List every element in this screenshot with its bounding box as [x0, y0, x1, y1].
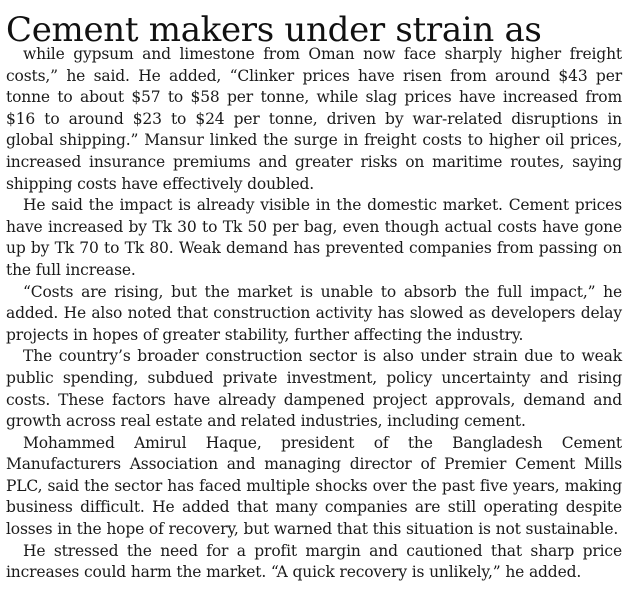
news-article — [6, 0, 622, 584]
article-paragraph: Mohammed Amirul Haque, president of the Bangladesh Cement Manufacturers Association and managing director of Premier Cement Mills PLC, said the sector has faced multiple shocks over the past five years, making business difficult. He added that many companies are still operating despite losses in the hope of recovery, but warned that this situation is not sustainable. — [6, 433, 622, 539]
article-paragraph: while gypsum and limestone from Oman now face sharply higher freight costs,” he said. He added, “Clinker prices have risen from around $43 per tonne to about $57 to $58 per tonne, while slag prices have increased from $16 to around $23 to $24 per tonne, driven by war-related disruptions in global shipping.” Mansur linked the surge in freight costs to higher oil prices, increased insurance premiums and greater risks on maritime routes, saying shipping costs have effectively doubled. — [6, 45, 622, 193]
article-paragraph: He said the impact is already visible in the domestic market. Cement prices have increased by Tk 30 to Tk 50 per bag, even though actual costs have gone up by Tk 70 to Tk 80. Weak demand has prevented companies from passing on the full increase. — [6, 196, 622, 279]
article-headline: Cement makers under strain as — [6, 10, 542, 50]
article-paragraph: “Costs are rising, but the market is unable to absorb the full impact,” he added. He also noted that construction activity has slowed as developers delay projects in hopes of greater stability, further affecting the industry. — [6, 282, 622, 344]
article-body — [6, 44, 622, 584]
article-paragraph: He stressed the need for a profit margin and cautioned that sharp price increases could harm the market. “A quick recovery is unlikely,” he added. — [6, 541, 622, 582]
article-paragraph: The country’s broader construction sector is also under strain due to weak public spending, subdued private investment, policy uncertainty and rising costs. These factors have already dampened project approvals, demand and growth across real estate and related industries, including cement. — [6, 347, 622, 431]
